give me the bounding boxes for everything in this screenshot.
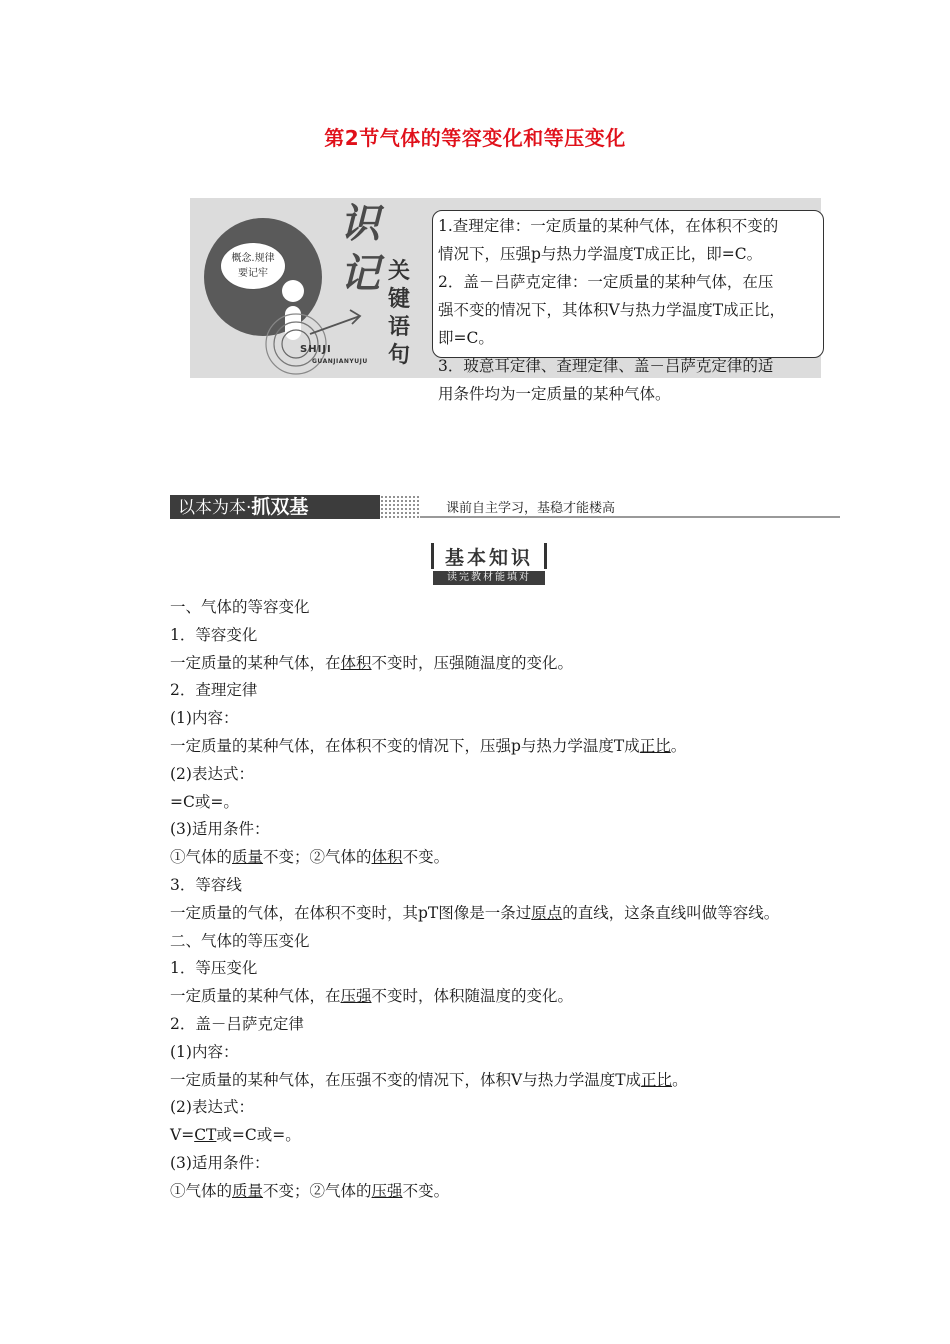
body-text: 2．盖－吕萨克定律 [170,1014,304,1033]
vertical-char: 键 [387,287,410,312]
body-text: ①气体的 [170,1181,233,1200]
answer-blank: 体积 [371,848,403,867]
body-line [170,1067,850,1095]
answer-blank: 正比 [639,736,671,755]
body-line [170,1178,850,1206]
logo-subtext: GUANJIANYUJU [312,358,368,365]
body-text: (2)表达式： [170,1098,254,1117]
body-text: 2．查理定律 [170,681,258,700]
body-text: 的直线，这条直线叫做等容线。 [562,903,780,922]
key-sentences [438,212,828,408]
body-text: (3)适用条件： [170,820,270,839]
key-line: 3．玻意耳定律、查理定律、盖－吕萨克定律的适 [438,357,774,375]
body-text: 不变。 [402,1181,450,1200]
body-line [170,1122,850,1150]
vertical-label [386,258,412,370]
body-text: 或=C或=。 [216,1126,301,1145]
body-text: 二、气体的等压变化 [170,931,310,950]
key-line: 1.查理定律：一定质量的某种气体，在体积不变的 [438,217,779,235]
speech-bubble [220,242,286,290]
body-line [170,650,850,678]
body-line [170,1150,850,1178]
body-text: 一定质量的气体，在体积不变时，其pT图像是一条过 [170,903,532,922]
body-line [170,733,850,761]
body-text: 。 [670,736,687,755]
body-line [170,594,850,622]
body-text: 3．等容线 [170,875,242,894]
body-line [170,789,850,817]
body-line [170,677,850,705]
body-line [170,761,850,789]
badge-subtitle: 读完教材能填对 [433,571,545,585]
body-text: (2)表达式： [170,764,254,783]
body-line [170,816,850,844]
body-line [170,844,850,872]
body-text: 一定质量的某种气体，在 [170,653,341,672]
vertical-char: 语 [387,315,410,340]
answer-blank: 体积 [340,653,372,672]
body-text: 一定质量的某种气体，在体积不变的情况下，压强p与热力学温度T成 [170,736,640,755]
banner-subtitle: 课前自主学习，基稳才能楼高 [446,501,616,516]
body-text: 。 [672,1070,688,1089]
body-text: 1．等容变化 [170,625,258,644]
answer-blank: 正比 [641,1070,673,1089]
body-text: 一定质量的某种气体，在压强不变的情况下，体积V与热力学温度T成 [170,1070,642,1089]
body-line [170,1011,850,1039]
answer-blank: 质量 [232,848,264,867]
badge-title: 基本知识 [431,543,547,569]
body-text: (3)适用条件： [170,1153,270,1172]
body-text: 不变；②气体的 [263,848,372,867]
body-text: (1)内容： [170,709,239,728]
body-line [170,983,850,1011]
body-text: V= [170,1126,195,1145]
section-badge [425,543,553,587]
body-text: 不变时，压强随温度的变化。 [371,653,574,672]
banner-label-a: 以本为本· [178,498,252,518]
big-char-ji: 记 [340,251,380,297]
body-text: ①气体的 [170,848,233,867]
answer-blank: CT [194,1126,217,1145]
body-line [170,900,850,928]
vertical-char: 关 [387,259,410,284]
body-line [170,705,850,733]
answer-blank: 原点 [531,903,563,922]
key-line: 强不变的情况下，其体积V与热力学温度T成正比， [438,301,786,319]
logo-text: SHIJI [300,344,332,355]
body-line [170,1094,850,1122]
answer-blank: 压强 [371,1181,403,1200]
page-title: 第2节气体的等容变化和等压变化 [324,126,626,150]
key-line: 用条件均为一定质量的某种气体。 [438,385,671,403]
body-text: 一、气体的等容变化 [170,598,310,616]
bubble-line-2: 要记牢 [238,268,268,279]
body-text: 不变；②气体的 [263,1181,372,1200]
key-line: 情况下，压强p与热力学温度T成正比，即=C。 [438,245,763,263]
vertical-char: 句 [387,343,410,368]
banner-label [170,495,380,519]
body-text: 不变时，体积随温度的变化。 [371,987,574,1006]
body-text: =C或=。 [170,792,239,811]
answer-blank: 压强 [340,987,372,1006]
knowledge-body [170,594,850,1206]
banner-dots [380,495,420,519]
bubble-line-1: 概念.规律 [231,253,275,264]
body-line [170,872,850,900]
banner-rule [420,516,840,518]
key-line: 即=C。 [438,329,494,347]
big-char-shi: 识 [340,201,380,247]
body-line [170,1039,850,1067]
body-line [170,622,850,650]
body-text: 不变。 [402,848,450,867]
section-banner [170,495,840,521]
answer-blank: 质量 [232,1181,264,1200]
body-line [170,955,850,983]
banner-label-b: 抓双基 [251,496,309,518]
body-text: 1．等压变化 [170,959,258,978]
body-line [170,928,850,956]
body-text: (1)内容： [170,1042,239,1061]
key-line: 2．盖－吕萨克定律：一定质量的某种气体，在压 [438,273,774,291]
body-text: 一定质量的某种气体，在 [170,987,341,1006]
